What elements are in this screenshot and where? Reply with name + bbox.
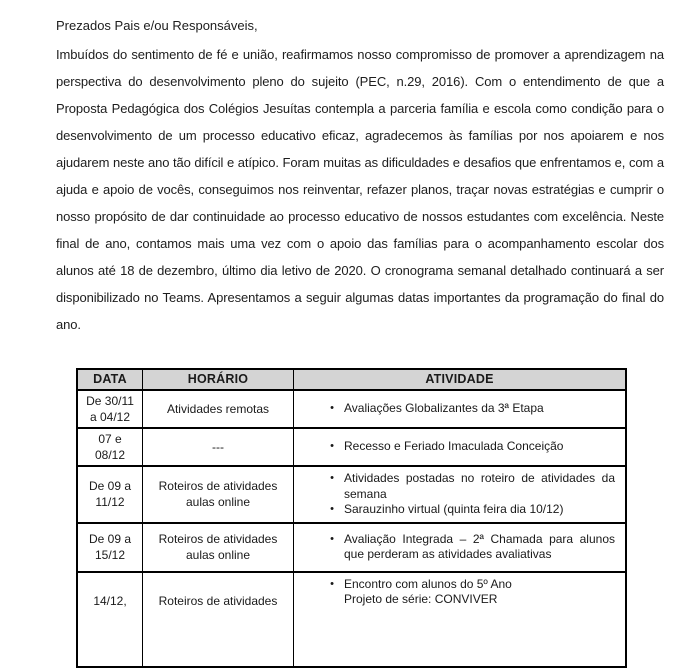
- atividade-cell: [294, 466, 627, 523]
- column-header-atividade: ATIVIDADE: [294, 369, 627, 390]
- horario-cell: Roteiros de atividades aulas online: [143, 466, 294, 523]
- bullet-item: [294, 471, 615, 502]
- horario-cell: Atividades remotas: [143, 390, 294, 428]
- date-cell: 14/12,: [77, 572, 143, 667]
- atividade-cell: [294, 390, 627, 428]
- schedule-table: [76, 368, 627, 668]
- bullet-icon: •: [330, 503, 334, 515]
- bullet-text: Atividades postadas no roteiro de atividades da semana: [344, 471, 615, 501]
- bullet-text: Avaliação Integrada – 2ª Chamada para alunos que perderam as atividades avaliativas: [344, 531, 615, 561]
- table-row: [77, 523, 626, 572]
- atividade-cell: [294, 523, 627, 572]
- bullet-item: [294, 502, 615, 518]
- bullet-text: Encontro com alunos do 5º Ano Projeto de série: CONVIVER: [344, 576, 512, 606]
- bullet-item: [294, 532, 615, 563]
- date-cell: 07 e 08/12: [77, 428, 143, 466]
- horario-cell: Roteiros de atividades: [143, 572, 294, 667]
- bullet-item: [294, 401, 615, 417]
- bullet-icon: •: [330, 440, 334, 453]
- bullet-item: [294, 439, 615, 455]
- table-row: [77, 390, 626, 428]
- bullet-icon: •: [330, 402, 334, 415]
- table-header-row: [77, 369, 626, 390]
- column-header-data: DATA: [77, 369, 143, 390]
- bullet-icon: •: [330, 472, 334, 484]
- bullet-icon: •: [330, 532, 334, 545]
- bullet-text: Recesso e Feriado Imaculada Conceição: [344, 439, 564, 454]
- bullet-text: Sarauzinho virtual (quinta feira dia 10/12): [344, 502, 564, 516]
- bullet-icon: •: [330, 577, 334, 590]
- horario-cell: Roteiros de atividades aulas online: [143, 523, 294, 572]
- horario-cell: ---: [143, 428, 294, 466]
- date-cell: De 09 a 15/12: [77, 523, 143, 572]
- column-header-horario: HORÁRIO: [143, 369, 294, 390]
- bullet-text: Avaliações Globalizantes da 3ª Etapa: [344, 401, 544, 416]
- atividade-cell: [294, 428, 627, 466]
- bullet-item: [294, 577, 615, 608]
- body-paragraph: Imbuídos do sentimento de fé e união, reafirmamos nosso compromisso de promover a aprendizagem na perspectiva do desenvolvimento pleno do sujeito (PEC, n.29, 2016). Com o entendimento de que a Proposta Pedagógica dos Colégios Jesuítas contempla a parceria família e escola como condição para o desenvolvimento de um processo educativo eficaz, agradecemos às famílias por nos apoiarem e nos ajudarem neste ano tão difícil e atípico. Foram muitas as dificuldades e desafios que enfrentamos e, com a ajuda e apoio de vocês, conseguimos nos reinventar, refazer planos, traçar novas estratégias e cumprir o nosso propósito de dar continuidade ao processo educativo de nossos estudantes com excelência. Neste final de ano, contamos mais uma vez com o apoio das famílias para o acompanhamento escolar dos alunos até 18 de dezembro, último dia letivo de 2020. O cronograma semanal detalhado continuará a ser disponibilizado no Teams. Apresentamos a seguir algumas datas importantes da programação do final do ano.: [56, 47, 664, 332]
- table-row: [77, 466, 626, 523]
- date-cell: De 09 a 11/12: [77, 466, 143, 523]
- table-row: [77, 572, 626, 667]
- table-row: [77, 428, 626, 466]
- table-body: [77, 390, 626, 667]
- salutation: Prezados Pais e/ou Responsáveis,: [56, 18, 258, 33]
- date-cell: De 30/11 a 04/12: [77, 390, 143, 428]
- atividade-cell: [294, 572, 627, 667]
